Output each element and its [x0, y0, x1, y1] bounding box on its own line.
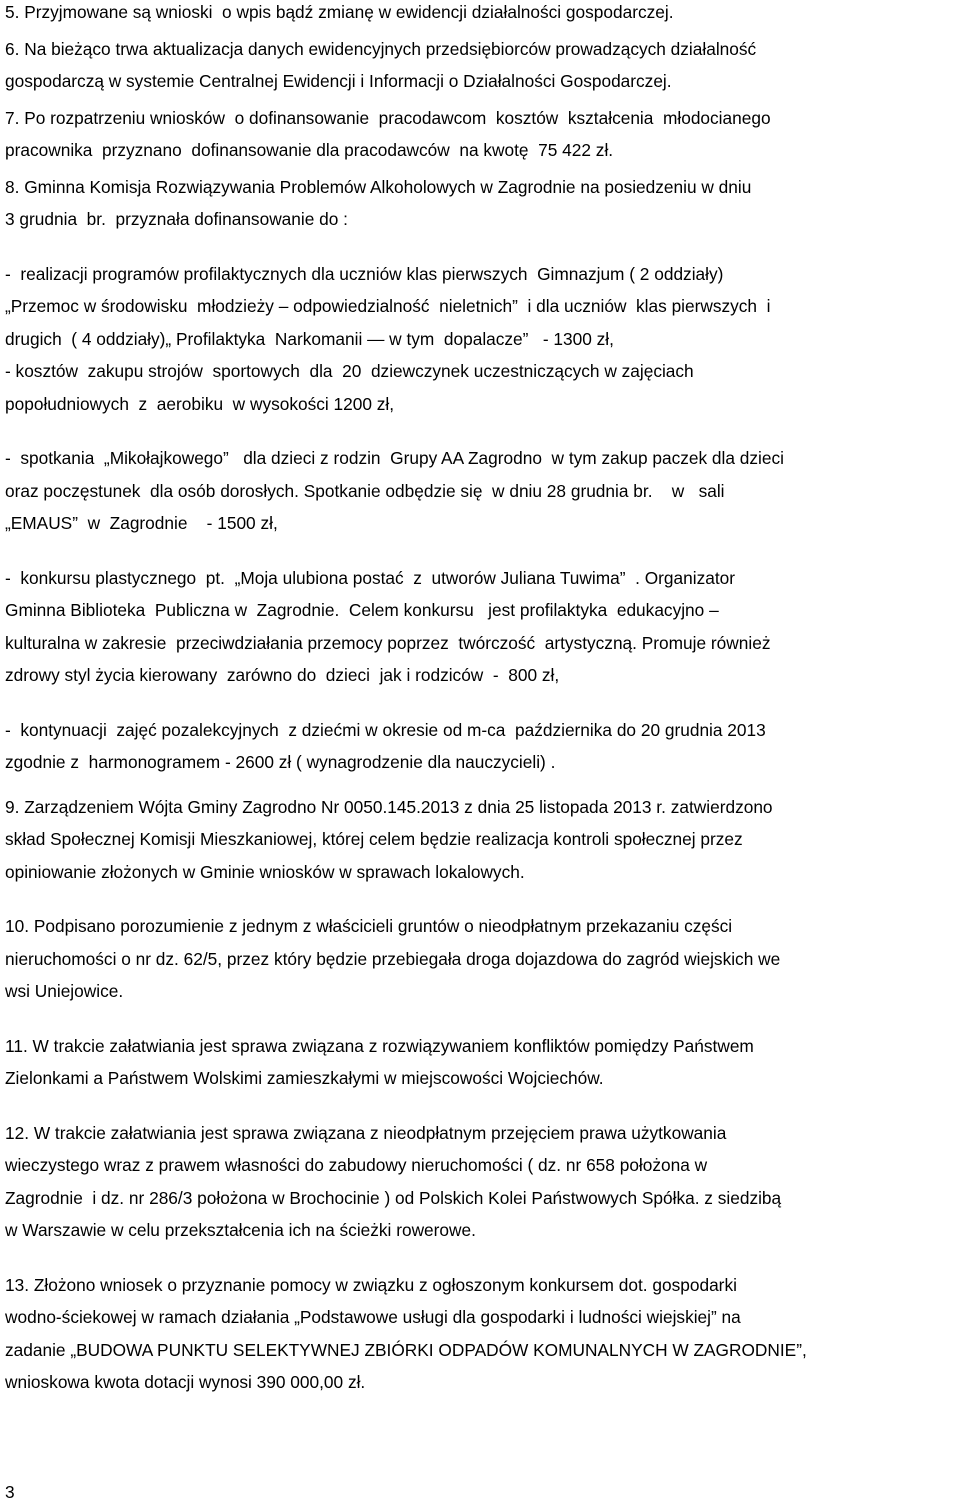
paragraph-10 — [5, 910, 955, 1008]
text-line: „Przemoc w środowisku młodzieży – odpowiedzialność nieletnich” i dla uczniów klas pierwszych i — [5, 296, 771, 316]
text-line: w Warszawie w celu przekształcenia ich na ścieżki rowerowe. — [5, 1220, 476, 1240]
text-line: Zagrodnie i dz. nr 286/3 położona w Brochocinie ) od Polskich Kolei Państwowych Spółka. z siedzibą — [5, 1187, 782, 1208]
text-line: zgodnie z harmonogramem - 2600 zł ( wynagrodzenie dla nauczycieli) . — [5, 752, 556, 772]
text-line: kulturalna w zakresie przeciwdziałania przemocy poprzez twórczość artystyczną. Promuje również — [5, 632, 771, 653]
paragraph-6 — [5, 33, 955, 98]
paragraph-13 — [5, 1269, 955, 1399]
text-line: drugich ( 4 oddziały)„ Profilaktyka Narkomanii — w tym dopalacze” - 1300 zł, — [5, 328, 614, 349]
text-line: popołudniowych z aerobiku w wysokości 1200 zł, — [5, 393, 395, 414]
text-line: - konkursu plastycznego pt. „Moja ulubiona postać z utworów Juliana Tuwima” . Organizator — [5, 567, 735, 588]
text-line: - realizacji programów profilaktycznych dla uczniów klas pierwszych Gimnazjum ( 2 oddziały) — [5, 263, 724, 284]
text-line: - kontynuacji zajęć pozalekcyjnych z dziećmi w okresie od m-ca października do 20 grudnia 2013 — [5, 719, 766, 740]
text-line: wodno-ściekowej w ramach działania „Podstawowe usługi dla gospodarki i ludności wiejskiej” na — [5, 1307, 741, 1327]
text-line: 12. W trakcie załatwiania jest sprawa związana z nieodpłatnym przejęciem prawa użytkowania — [5, 1122, 727, 1143]
text-line: wieczystego wraz z prawem własności do zabudowy nieruchomości ( dz. nr 658 położona w — [5, 1155, 708, 1175]
document-page — [5, 0, 955, 1399]
page-number: 3 — [5, 1482, 15, 1502]
text-line: 11. W trakcie załatwiania jest sprawa związana z rozwiązywaniem konfliktów pomiędzy Państwem — [5, 1035, 754, 1056]
paragraph-8b — [5, 442, 955, 540]
text-line: 13. Złożono wniosek o przyznanie pomocy w związku z ogłoszonym konkursem dot. gospodarki — [5, 1274, 737, 1295]
text-line: Gminna Biblioteka Publiczna w Zagrodnie. Celem konkursu jest profilaktyka edukacyjno – — [5, 600, 719, 620]
text-line: oraz poczęstunek dla osób dorosłych. Spotkanie odbędzie się w dniu 28 grudnia br. w sali — [5, 480, 725, 501]
paragraph-7 — [5, 102, 955, 167]
text-line: opiniowanie złożonych w Gminie wniosków w sprawach lokalowych. — [5, 861, 525, 882]
text-line: 3 grudnia br. przyznała dofinansowanie do : — [5, 209, 348, 229]
text-line: 9. Zarządzeniem Wójta Gminy Zagrodno Nr 0050.145.2013 z dnia 25 listopada 2013 r. zatwierdzono — [5, 796, 773, 817]
text-line: nieruchomości o nr dz. 62/5, przez który będzie przebiegała droga dojazdowa do zagród wiejskich we — [5, 948, 781, 969]
paragraph-8 — [5, 171, 955, 236]
paragraph-8a — [5, 258, 955, 421]
text-line: 7. Po rozpatrzeniu wniosków o dofinansowanie pracodawcom kosztów kształcenia młodocianego — [5, 107, 771, 128]
text-line: pracownika przyznano dofinansowanie dla pracodawców na kwotę 75 422 zł. — [5, 140, 614, 160]
text-line: 5. Przyjmowane są wnioski o wpis bądź zmianę w ewidencji działalności gospodarczej. — [5, 2, 674, 22]
text-line: Zielonkami a Państwem Wolskimi zamieszkałymi w miejscowości Wojciechów. — [5, 1068, 604, 1088]
text-line: 8. Gminna Komisja Rozwiązywania Problemów Alkoholowych w Zagrodnie na posiedzeniu w dniu — [5, 176, 752, 197]
text-line: 6. Na bieżąco trwa aktualizacja danych ewidencyjnych przedsiębiorców prowadzących działalność — [5, 38, 757, 59]
text-line: 10. Podpisano porozumienie z jednym z właścicieli gruntów o nieodpłatnym przekazaniu części — [5, 916, 733, 936]
text-line: wnioskowa kwota dotacji wynosi 390 000,00 zł. — [5, 1372, 366, 1392]
paragraph-5 — [5, 0, 955, 29]
text-line: „EMAUS” w Zagrodnie - 1500 zł, — [5, 513, 278, 533]
text-line: zadanie „BUDOWA PUNKTU SELEKTYWNEJ ZBIÓRKI ODPADÓW KOMUNALNYCH W ZAGRODNIE”, — [5, 1339, 807, 1360]
text-line: wsi Uniejowice. — [5, 981, 124, 1001]
paragraph-8c — [5, 562, 955, 692]
paragraph-8d — [5, 714, 955, 779]
text-line: zdrowy styl życia kierowany zarówno do dzieci jak i rodziców - 800 zł, — [5, 665, 560, 685]
text-line: - kosztów zakupu strojów sportowych dla 20 dziewczynek uczestniczących w zajęciach — [5, 361, 694, 381]
paragraph-9 — [5, 791, 955, 889]
text-line: - spotkania „Mikołajkowego” dla dzieci z rodzin Grupy AA Zagrodno w tym zakup paczek dla dzieci — [5, 448, 784, 468]
paragraph-11 — [5, 1030, 955, 1095]
paragraph-12 — [5, 1117, 955, 1247]
text-line: gospodarczą w systemie Centralnej Ewidencji i Informacji o Działalności Gospodarczej. — [5, 71, 672, 91]
text-line: skład Społecznej Komisji Mieszkaniowej, której celem będzie realizacja kontroli społecznej przez — [5, 829, 743, 849]
